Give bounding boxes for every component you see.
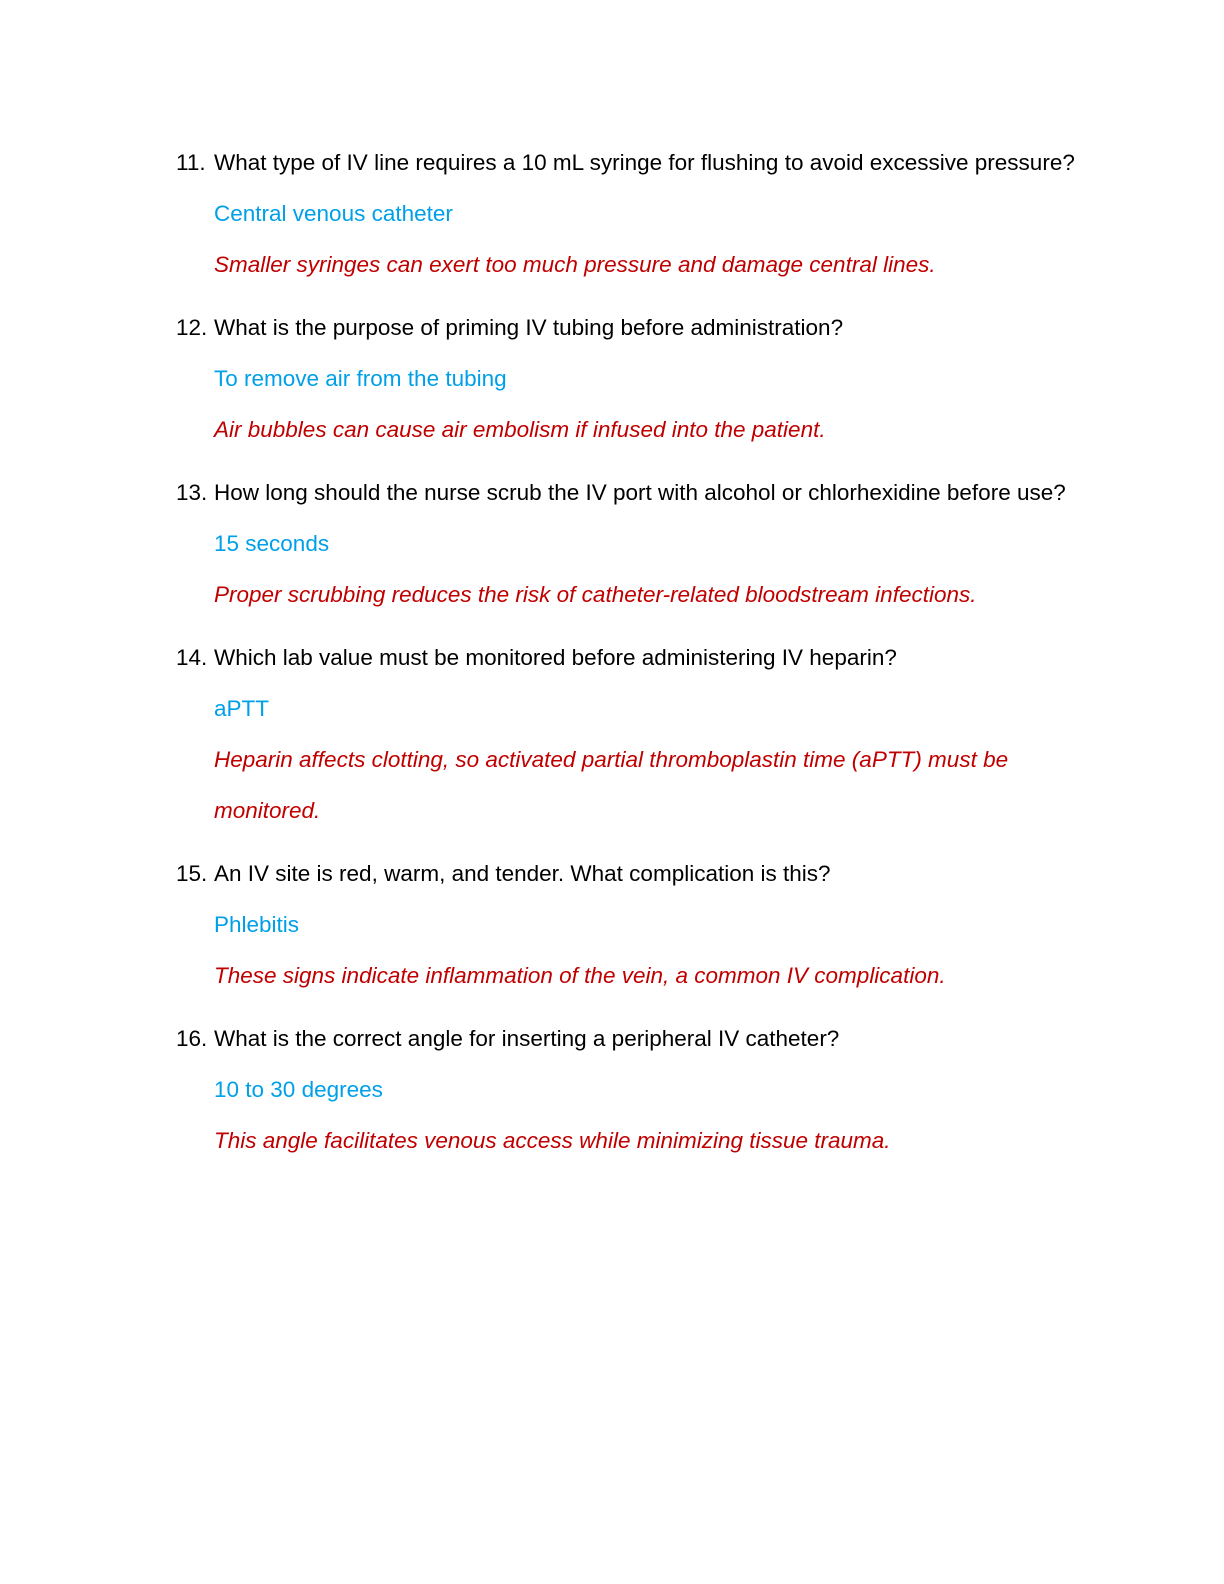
question-number: 15. [176, 861, 208, 886]
question-text: What type of IV line requires a 10 mL syringe for flushing to avoid excessive pressure? [214, 150, 1075, 175]
rationale-text: Heparin affects clotting, so activated partial thromboplastin time (aPTT) must be monitored. [214, 747, 1009, 823]
rationale-text: This angle facilitates venous access while minimizing tissue trauma. [214, 1128, 891, 1153]
question-number: 16. [176, 1026, 208, 1051]
rationale-text: Smaller syringes can exert too much pressure and damage central lines. [214, 252, 936, 277]
question-item-13 [176, 467, 1076, 620]
question-number: 13. [176, 480, 208, 505]
question-text: Which lab value must be monitored before administering IV heparin? [214, 645, 897, 670]
answer-text: Central venous catheter [214, 201, 453, 226]
question-text: What is the purpose of priming IV tubing before administration? [214, 315, 844, 340]
question-number: 14. [176, 645, 208, 670]
question-item-15 [176, 848, 1076, 1001]
answer-text: 10 to 30 degrees [214, 1077, 383, 1102]
question-text: An IV site is red, warm, and tender. What complication is this? [214, 861, 831, 886]
question-text: What is the correct angle for inserting a peripheral IV catheter? [214, 1026, 840, 1051]
question-list [176, 137, 1076, 1166]
answer-text: 15 seconds [214, 531, 330, 556]
question-number: 12. [176, 315, 208, 340]
question-item-12 [176, 302, 1076, 455]
answer-text: To remove air from the tubing [214, 366, 507, 391]
question-item-11 [176, 137, 1076, 290]
answer-text: aPTT [214, 696, 270, 721]
rationale-text: These signs indicate inflammation of the vein, a common IV complication. [214, 963, 946, 988]
rationale-text: Proper scrubbing reduces the risk of catheter-related bloodstream infections. [214, 582, 977, 607]
rationale-text: Air bubbles can cause air embolism if infused into the patient. [214, 417, 826, 442]
question-item-14 [176, 632, 1076, 836]
answer-text: Phlebitis [214, 912, 300, 937]
question-number: 11. [176, 150, 206, 175]
question-item-16 [176, 1013, 1076, 1166]
question-text: How long should the nurse scrub the IV port with alcohol or chlorhexidine before use? [214, 480, 1066, 505]
